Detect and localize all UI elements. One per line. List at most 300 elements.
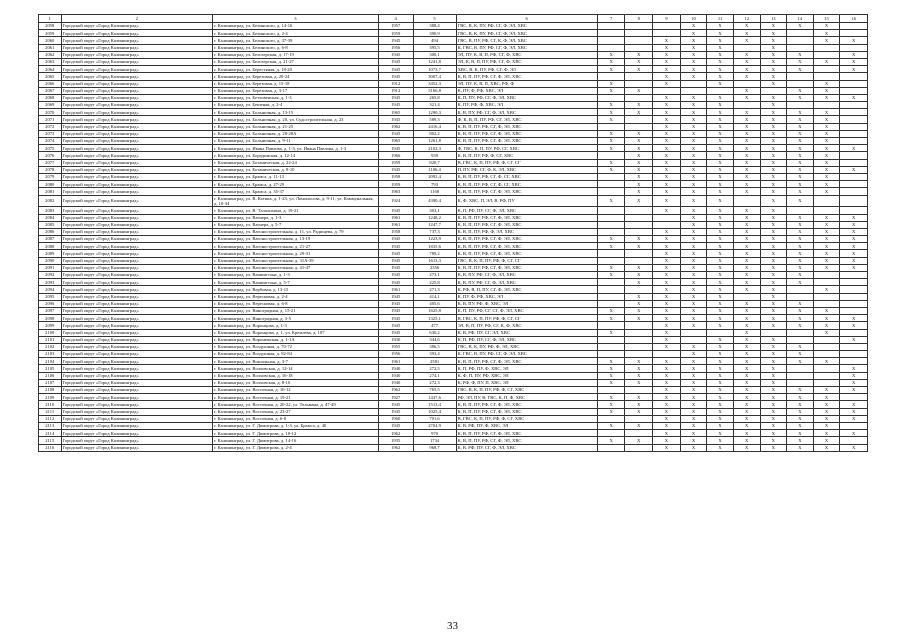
mark-cell-col-10 (680, 87, 707, 94)
mark-cell-col-13: X (760, 159, 787, 166)
municipality-cell: Городской округ «Город Калининград» (61, 73, 212, 80)
mark-cell-col-16 (840, 130, 868, 137)
mark-cell-col-7: X (597, 307, 625, 314)
works-cell: Ф, ГВС, К, П, ПУ, РФ, СГ, ХВС (456, 145, 597, 152)
year-cell: 1945 (378, 422, 413, 429)
mark-cell-col-8: X (625, 358, 653, 365)
mark-cell-col-10: X (680, 195, 707, 207)
column-header-16: 16 (840, 15, 868, 23)
mark-cell-col-13: X (760, 322, 787, 329)
municipality-cell: Городской округ «Город Калининград» (61, 44, 212, 51)
mark-cell-col-11: X (707, 130, 734, 137)
mark-cell-col-13: X (760, 437, 787, 444)
address-cell: г. Калининград, ул. Восточная, д. 6-8 (212, 415, 378, 422)
mark-cell-col-14: X (787, 94, 814, 101)
mark-cell-col-11: X (707, 422, 734, 429)
works-cell: К, В, РФ, ПУ, Ф, ХВС, ЭЛ (456, 422, 597, 429)
mark-cell-col-14: X (787, 138, 814, 145)
mark-cell-col-13: X (760, 307, 787, 314)
works-cell: ГВС, В, К, ПУ, РФ, СГ, Ф, ЭЛ, ХВС (456, 30, 597, 37)
mark-cell-col-11: X (707, 307, 734, 314)
address-cell: г. Калининград, ул. Волховская, д. 16-18 (212, 372, 378, 379)
municipality-cell: Городской округ «Город Калининград» (61, 152, 212, 159)
municipality-cell: Городской округ «Город Калининград» (61, 300, 212, 307)
mark-cell-col-13: X (760, 221, 787, 228)
municipality-cell: Городской округ «Город Калининград» (61, 58, 212, 65)
area-cell: 589,3 (413, 116, 456, 123)
mark-cell-col-9: X (653, 358, 681, 365)
row-number: 2075 (39, 145, 62, 152)
table-row (39, 401, 868, 408)
table-row (39, 152, 868, 159)
area-cell: 388,4 (413, 23, 456, 30)
mark-cell-col-15 (813, 44, 840, 51)
row-number: 2089 (39, 250, 62, 257)
mark-cell-col-15: X (813, 257, 840, 264)
mark-cell-col-16 (840, 109, 868, 116)
mark-cell-col-16 (840, 286, 868, 293)
table-row (39, 228, 868, 235)
area-cell: 1513,4 (413, 401, 456, 408)
table-row (39, 221, 868, 228)
mark-cell-col-7: X (597, 422, 625, 429)
area-cell: 386,5 (413, 343, 456, 350)
year-cell: 1966 (378, 152, 413, 159)
mark-cell-col-16 (840, 394, 868, 401)
municipality-cell: Городской округ «Город Калининград» (61, 243, 212, 250)
works-cell: К, В, П, ПУ, РФ, СГ, Ф, ЭЛ, ХВС (456, 123, 597, 130)
mark-cell-col-7 (597, 444, 625, 451)
mark-cell-col-16 (840, 358, 868, 365)
mark-cell-col-9: X (653, 66, 681, 73)
mark-cell-col-10: X (680, 23, 707, 30)
address-cell: г. Калининград, ул. Больничная, д. 21-25 (212, 123, 378, 130)
year-cell: 1945 (378, 145, 413, 152)
row-number: 2097 (39, 307, 62, 314)
mark-cell-col-11: X (707, 437, 734, 444)
mark-cell-col-10: X (680, 286, 707, 293)
mark-cell-col-14: X (787, 23, 814, 30)
mark-cell-col-14: X (787, 430, 814, 437)
mark-cell-col-9: X (653, 94, 681, 101)
works-cell: К, В, П, ПУ, РФ, СГ, Ф, ЭЛ, ХВС (456, 430, 597, 437)
table-row (39, 437, 868, 444)
mark-cell-col-13 (760, 329, 787, 336)
area-cell: 970 (413, 430, 456, 437)
mark-cell-col-14 (787, 293, 814, 300)
year-cell: 1945 (378, 322, 413, 329)
table-row (39, 30, 868, 37)
year-cell: 1962 (378, 123, 413, 130)
mark-cell-col-9: X (653, 415, 681, 422)
mark-cell-col-12: X (733, 351, 760, 358)
municipality-cell: Городской округ «Город Калининград» (61, 387, 212, 394)
mark-cell-col-16 (840, 123, 868, 130)
mark-cell-col-14: X (787, 181, 814, 188)
mark-cell-col-10: X (680, 257, 707, 264)
year-cell: 1945 (378, 329, 413, 336)
mark-cell-col-16 (840, 279, 868, 286)
row-number: 2108 (39, 387, 62, 394)
mark-cell-col-10 (680, 80, 707, 87)
year-cell: 1961 (378, 214, 413, 221)
address-cell: г. Калининград, ул. Г. Димитрова, д. 14-16 (212, 437, 378, 444)
area-cell: 321,4 (413, 102, 456, 109)
mark-cell-col-13: X (760, 181, 787, 188)
mark-cell-col-9: X (653, 109, 681, 116)
municipality-cell: Городской округ «Город Калининград» (61, 272, 212, 279)
mark-cell-col-13: X (760, 37, 787, 44)
works-cell: В, ГВС, К, П, ПУ, РФ, Ф, СГ, СГ (456, 315, 597, 322)
mark-cell-col-11: X (707, 358, 734, 365)
mark-cell-col-7: X (597, 437, 625, 444)
table-row (39, 387, 868, 394)
mark-cell-col-9: X (653, 58, 681, 65)
works-cell: ЭЛ, К, В, П, ПУ, РФ, СГ, Ф, ХВС (456, 58, 597, 65)
mark-cell-col-7: X (597, 130, 625, 137)
mark-cell-col-13: X (760, 365, 787, 372)
address-cell: г. Калининград, ул. Больничная, д. 13-15 (212, 109, 378, 116)
row-number: 2073 (39, 130, 62, 137)
mark-cell-col-12: X (733, 401, 760, 408)
mark-cell-col-7: X (597, 264, 625, 271)
mark-cell-col-14: X (787, 51, 814, 58)
mark-cell-col-9: X (653, 272, 681, 279)
mark-cell-col-16: X (840, 243, 868, 250)
mark-cell-col-12: X (733, 437, 760, 444)
mark-cell-col-9: X (653, 257, 681, 264)
area-cell: 939 (413, 152, 456, 159)
municipality-cell: Городской округ «Город Калининград» (61, 437, 212, 444)
mark-cell-col-8: X (625, 279, 653, 286)
mark-cell-col-14 (787, 365, 814, 372)
mark-cell-col-10: X (680, 102, 707, 109)
row-number: 2082 (39, 195, 62, 207)
mark-cell-col-7 (597, 221, 625, 228)
municipality-cell: Городской округ «Город Калининград» (61, 159, 212, 166)
mark-cell-col-14 (787, 286, 814, 293)
mark-cell-col-9 (653, 30, 681, 37)
mark-cell-col-8 (625, 44, 653, 51)
works-cell: К, В, П, ПУ, РФ, СГ, Ф, ЭЛ, ХВС (456, 214, 597, 221)
mark-cell-col-14: X (787, 315, 814, 322)
mark-cell-col-11: X (707, 159, 734, 166)
mark-cell-col-11: X (707, 272, 734, 279)
mark-cell-col-15 (813, 379, 840, 386)
mark-cell-col-13: X (760, 123, 787, 130)
table-row (39, 166, 868, 173)
works-cell: ЭЛ, ПУ, К, В, П, ХВС, РФ, Ф (456, 80, 597, 87)
mark-cell-col-9: X (653, 379, 681, 386)
mark-cell-col-9: X (653, 102, 681, 109)
mark-cell-col-16 (840, 30, 868, 37)
mark-cell-col-10: X (680, 300, 707, 307)
year-cell: 1960 (378, 415, 413, 422)
year-cell: 1945 (378, 102, 413, 109)
municipality-cell: Городской округ «Город Калининград» (61, 401, 212, 408)
mark-cell-col-7: X (597, 272, 625, 279)
mark-cell-col-9: X (653, 437, 681, 444)
mark-cell-col-14: X (787, 351, 814, 358)
municipality-cell: Городской округ «Город Калининград» (61, 293, 212, 300)
mark-cell-col-8: X (625, 130, 653, 137)
mark-cell-col-11: X (707, 379, 734, 386)
municipality-cell: Городской округ «Город Калининград» (61, 109, 212, 116)
works-cell: К, В, ПУ, РФ, СГ, Ф, ЭЛ, ХВС (456, 272, 597, 279)
row-number: 2092 (39, 272, 62, 279)
table-row (39, 408, 868, 415)
works-cell: К, ПУ, РФ, Ф, ХВС, ЭЛ (456, 102, 597, 109)
year-cell: 1945 (378, 166, 413, 173)
works-cell: К, П, ПУ, РФ, СГ, Ф, ЭЛ, ХВС (456, 94, 597, 101)
mark-cell-col-11: X (707, 300, 734, 307)
mark-cell-col-14: X (787, 307, 814, 314)
works-cell: К, В, П, ПУ, РФ, СГ, Ф, ЭЛ, ХВС (456, 221, 597, 228)
year-cell: 1940 (378, 372, 413, 379)
year-cell: 1945 (378, 207, 413, 214)
address-cell: г. Калининград, ул. Ивана Павлова, д. 1-5, ул. Ивана Павлова, д. 1-3 (212, 145, 378, 152)
year-cell: 1945 (378, 264, 413, 271)
mark-cell-col-16: X (840, 58, 868, 65)
area-cell: 2581 (413, 358, 456, 365)
table-row (39, 102, 868, 109)
mark-cell-col-16: X (840, 322, 868, 329)
mark-cell-col-11: X (707, 279, 734, 286)
mark-cell-col-11: X (707, 365, 734, 372)
row-number: 2103 (39, 351, 62, 358)
year-cell: 1912 (378, 87, 413, 94)
area-cell: 1437,6 (413, 394, 456, 401)
mark-cell-col-16: X (840, 66, 868, 73)
row-number: 2088 (39, 243, 62, 250)
mark-cell-col-12: X (733, 228, 760, 235)
mark-cell-col-9: X (653, 365, 681, 372)
mark-cell-col-10: X (680, 444, 707, 451)
area-cell: 1073,7 (413, 66, 456, 73)
mark-cell-col-15: X (813, 394, 840, 401)
mark-cell-col-13: X (760, 44, 787, 51)
address-cell: г. Калининград, ул. Вокзальная, д. 3-7 (212, 358, 378, 365)
table-row (39, 207, 868, 214)
row-number: 2096 (39, 300, 62, 307)
year-cell: 1945 (378, 243, 413, 250)
mark-cell-col-11: X (707, 138, 734, 145)
mark-cell-col-7: X (597, 66, 625, 73)
works-cell: К, В, П, ПУ, РФ, СГ, Ф, ЭЛ, ХВС (456, 264, 597, 271)
mark-cell-col-10 (680, 336, 707, 343)
mark-cell-col-14: X (787, 444, 814, 451)
address-cell: г. Калининград, ул. Восточная, д. 10-12 (212, 387, 378, 394)
mark-cell-col-14: X (787, 152, 814, 159)
mark-cell-col-15: X (813, 116, 840, 123)
mark-cell-col-10: X (680, 214, 707, 221)
municipality-cell: Городской округ «Город Калининград» (61, 430, 212, 437)
works-cell: В, ГВС, К, П, ПУ, РФ, Ф, СГ, СГ (456, 159, 597, 166)
row-number: 2094 (39, 286, 62, 293)
mark-cell-col-11 (707, 87, 734, 94)
mark-cell-col-11: X (707, 116, 734, 123)
mark-cell-col-7 (597, 250, 625, 257)
mark-cell-col-11: X (707, 415, 734, 422)
area-cell: 303,1 (413, 207, 456, 214)
address-cell: г. Калининград, ул. Волховская, д. 8-10 (212, 379, 378, 386)
mark-cell-col-7 (597, 173, 625, 180)
mark-cell-col-12 (733, 80, 760, 87)
mark-cell-col-7: X (597, 102, 625, 109)
address-cell: г. Калининград, ул. Вагоностроительная, д. 11, ул. Радищева, д. 79 (212, 228, 378, 235)
mark-cell-col-15 (813, 51, 840, 58)
mark-cell-col-10: X (680, 94, 707, 101)
mark-cell-col-8 (625, 123, 653, 130)
works-cell: К, П, ПУ, РФ, СГ, СГ, Ф, ЭЛ, ХВС (456, 307, 597, 314)
works-cell: К, В, П, ПУ, РФ, СГ, Ф, ЭЛ, ХВС (456, 236, 597, 243)
mark-cell-col-14 (787, 37, 814, 44)
mark-cell-col-16 (840, 272, 868, 279)
mark-cell-col-12: X (733, 422, 760, 429)
mark-cell-col-13: X (760, 130, 787, 137)
mark-cell-col-12: X (733, 123, 760, 130)
mark-cell-col-16 (840, 293, 868, 300)
mark-cell-col-16 (840, 173, 868, 180)
municipality-cell: Городской округ «Город Калининград» (61, 145, 212, 152)
municipality-cell: Городской округ «Город Калининград» (61, 166, 212, 173)
mark-cell-col-12: X (733, 430, 760, 437)
row-number: 2106 (39, 372, 62, 379)
year-cell: 1930 (378, 336, 413, 343)
year-cell: 1963 (378, 188, 413, 195)
mark-cell-col-12: X (733, 379, 760, 386)
mark-cell-col-10: X (680, 130, 707, 137)
works-cell: К, В, ПУ, РФ, СГ, Ф, ЭЛ, ХВС (456, 109, 597, 116)
row-number: 2066 (39, 80, 62, 87)
municipality-cell: Городской округ «Город Калининград» (61, 264, 212, 271)
mark-cell-col-13: X (760, 293, 787, 300)
row-number: 2080 (39, 181, 62, 188)
mark-cell-col-8: X (625, 66, 653, 73)
municipality-cell: Городской округ «Город Калининград» (61, 130, 212, 137)
address-cell: г. Калининград, ул. Вагоностроительная, д. 29-31 (212, 250, 378, 257)
mark-cell-col-13: X (760, 109, 787, 116)
mark-cell-col-13: X (760, 228, 787, 235)
mark-cell-col-14: X (787, 159, 814, 166)
mark-cell-col-15 (813, 279, 840, 286)
mark-cell-col-16: X (840, 214, 868, 221)
row-number: 2084 (39, 214, 62, 221)
address-cell: г. Калининград, ул. Брамса, д. 35-37 (212, 188, 378, 195)
works-cell: РФ, ЭЛ, ПУ, В, ГВС, К, П, Ф, ХВС (456, 394, 597, 401)
address-cell: г. Калининград, ул. В. Талалихина, д. 19-21 (212, 207, 378, 214)
area-cell: 2356 (413, 264, 456, 271)
municipality-cell: Городской округ «Город Калининград» (61, 351, 212, 358)
mark-cell-col-16: X (840, 401, 868, 408)
mark-cell-col-11: X (707, 250, 734, 257)
table-row (39, 379, 868, 386)
mark-cell-col-15 (813, 336, 840, 343)
mark-cell-col-16 (840, 102, 868, 109)
housing-table (38, 14, 868, 452)
area-cell: 300,1 (413, 51, 456, 58)
mark-cell-col-13: X (760, 116, 787, 123)
works-cell: К, В, П, ПУ, РФ, СГ, Ф, ЭЛ, ХВС (456, 437, 597, 444)
mark-cell-col-11: X (707, 394, 734, 401)
mark-cell-col-12: X (733, 250, 760, 257)
mark-cell-col-16: X (840, 166, 868, 173)
table-row (39, 37, 868, 44)
area-cell: 789,2 (413, 250, 456, 257)
mark-cell-col-13: X (760, 66, 787, 73)
address-cell: г. Калининград, ул. Вашингтона, д. 1-3 (212, 272, 378, 279)
mark-cell-col-14: X (787, 279, 814, 286)
mark-cell-col-9: X (653, 116, 681, 123)
mark-cell-col-13: X (760, 343, 787, 350)
column-header-11: 11 (707, 15, 734, 23)
mark-cell-col-7 (597, 293, 625, 300)
mark-cell-col-10: X (680, 322, 707, 329)
address-cell: г. Калининград, ул. Г. Димитрова, д. 10-12 (212, 430, 378, 437)
address-cell: г. Калининград, ул. Больничная, д. 20, ул. Судостроительная, д. 23 (212, 116, 378, 123)
mark-cell-col-13: X (760, 236, 787, 243)
table-row (39, 415, 868, 422)
mark-cell-col-9: X (653, 236, 681, 243)
mark-cell-col-10: X (680, 30, 707, 37)
address-cell: г. Калининград, ул. Вагоностроительная, д. 21-27 (212, 243, 378, 250)
works-cell: К, В, П, ПУ, РФ, СГ, Ф, ЭЛ, ХВС (456, 250, 597, 257)
mark-cell-col-13: X (760, 250, 787, 257)
mark-cell-col-13: X (760, 73, 787, 80)
municipality-cell: Городской округ «Город Калининград» (61, 394, 212, 401)
mark-cell-col-8: X (625, 173, 653, 180)
year-cell: 1962 (378, 444, 413, 451)
mark-cell-col-13: X (760, 173, 787, 180)
row-number: 2078 (39, 166, 62, 173)
table-row (39, 250, 868, 257)
address-cell: г. Калининград, ул. Воздушная, д. 82-84 (212, 351, 378, 358)
row-number: 2111 (39, 408, 62, 415)
works-cell: ГВС, В, К, П, ПУ, РФ, Ф, СГ, ХВС (456, 387, 597, 394)
mark-cell-col-16 (840, 23, 868, 30)
column-header-7: 7 (597, 15, 625, 23)
mark-cell-col-16: X (840, 257, 868, 264)
address-cell: г. Калининград, ул. Бетховенская, д. 1-3 (212, 94, 378, 101)
address-cell: г. Калининград, ул. Вашингтона, д. 5-7 (212, 279, 378, 286)
mark-cell-col-9: X (653, 300, 681, 307)
mark-cell-col-11: X (707, 37, 734, 44)
mark-cell-col-7 (597, 351, 625, 358)
table-row (39, 44, 868, 51)
year-cell: 1945 (378, 37, 413, 44)
mark-cell-col-15 (813, 300, 840, 307)
municipality-cell: Городской округ «Город Калининград» (61, 379, 212, 386)
mark-cell-col-15: X (813, 37, 840, 44)
column-header-8: 8 (625, 15, 653, 23)
works-cell: К, ПУ, Ф, РФ, ХВС, ЭЛ (456, 87, 597, 94)
mark-cell-col-12: X (733, 214, 760, 221)
mark-cell-col-7 (597, 214, 625, 221)
table-row (39, 58, 868, 65)
mark-cell-col-12: X (733, 236, 760, 243)
mark-cell-col-12: X (733, 286, 760, 293)
mark-cell-col-8: X (625, 236, 653, 243)
mark-cell-col-7: X (597, 51, 625, 58)
year-cell: 1945 (378, 315, 413, 322)
municipality-cell: Городской округ «Город Калининград» (61, 372, 212, 379)
mark-cell-col-16 (840, 351, 868, 358)
year-cell: 1945 (378, 116, 413, 123)
municipality-cell: Городской округ «Город Калининград» (61, 173, 212, 180)
mark-cell-col-8 (625, 329, 653, 336)
mark-cell-col-11: X (707, 166, 734, 173)
mark-cell-col-13: X (760, 286, 787, 293)
